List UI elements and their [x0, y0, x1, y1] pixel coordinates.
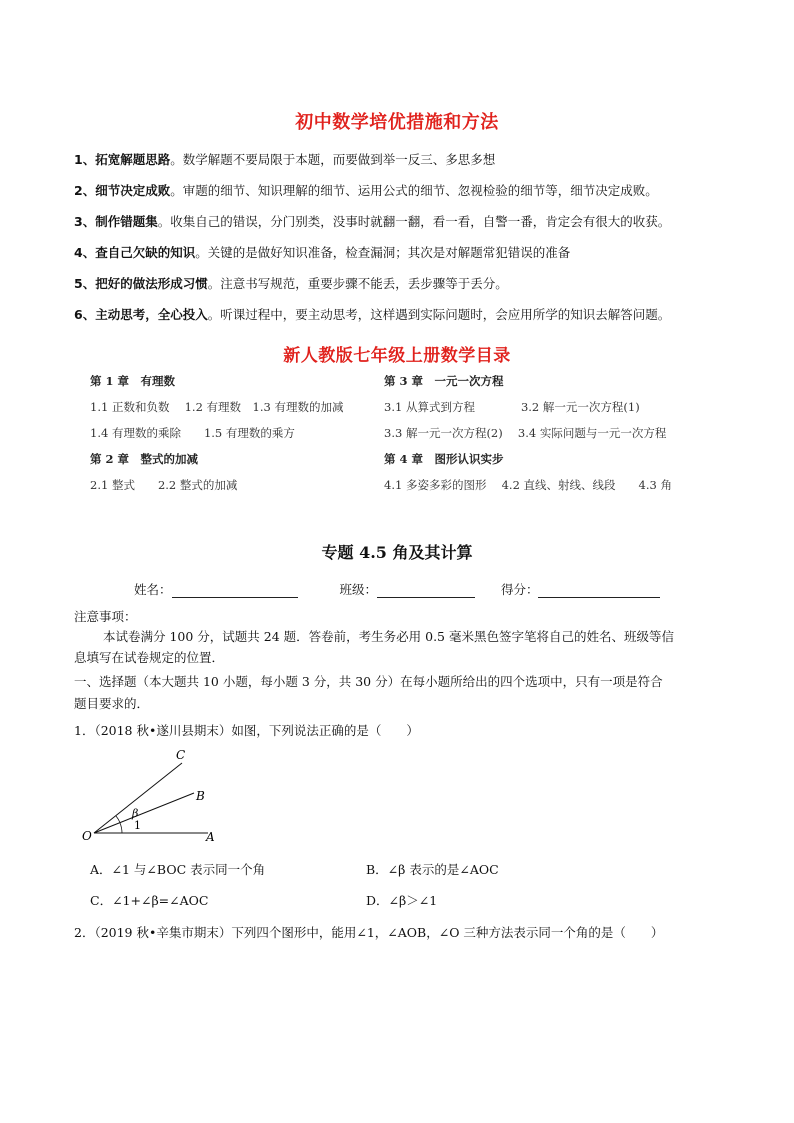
question-2: 2．（2019 秋•辛集市期末）下列四个图形中，能用∠1，∠AOB，∠O 三种方法表示同一个角的是（ ） [74, 925, 664, 940]
option-c[interactable]: C．∠1+∠β=∠AOC [90, 893, 209, 908]
score-field[interactable] [538, 583, 660, 598]
tip-item: 6、主动思考，全心投入。听课过程中，要主动思考，这样遇到实际问题时，会应用所学的知识去解答问题。 [74, 307, 671, 322]
notice-text: 息填写在试卷规定的位置． [74, 650, 225, 665]
class-field[interactable] [377, 583, 475, 598]
tip-item: 4、查自己欠缺的知识。关键的是做好知识准备，检查漏洞；其次是对解题常犯错误的准备 [74, 245, 571, 260]
arc-beta [116, 816, 120, 823]
page-title: 初中数学培优措施和方法 [295, 112, 499, 133]
toc-title: 新人教版七年级上册数学目录 [283, 346, 511, 366]
score-label: 得分： [500, 582, 539, 597]
toc-line: 3.3 解一元一次方程(2) 3.4 实际问题与一元一次方程 [384, 426, 667, 440]
exam-title: 专题 4.5 角及其计算 [321, 543, 473, 562]
label-b: B [196, 789, 205, 803]
question-1: 1．（2018 秋•遂川县期末）如图，下列说法正确的是（ ） [74, 723, 419, 738]
toc-chapter-1: 第 1 章 有理数 [90, 374, 176, 388]
notice-label: 注意事项： [74, 609, 137, 624]
tip-item: 5、把好的做法形成习惯。注意书写规范，重要步骤不能丢，丢步骤等于丢分。 [74, 276, 508, 291]
toc-line: 1.1 正数和负数 1.2 有理数 1.3 有理数的加减 [90, 400, 344, 414]
section-heading: 题目要求的． [74, 696, 150, 711]
toc-line: 2.1 整式 2.2 整式的加减 [90, 478, 238, 492]
angle-figure [80, 745, 230, 845]
notice-text: 本试卷满分 100 分，试题共 24 题．答卷前，考生务必用 0.5 毫米黑色签字笔将自己的姓名、班级等信 [103, 629, 674, 644]
option-a[interactable]: A．∠1 与∠BOC 表示同一个角 [90, 862, 266, 877]
name-field[interactable] [172, 583, 298, 598]
label-beta: β [132, 807, 139, 820]
toc-line: 4.1 多姿多彩的图形 4.2 直线、射线、线段 4.3 角 [384, 478, 672, 492]
label-c: C [176, 748, 186, 762]
tip-item: 3、制作错题集。收集自己的错误，分门别类，没事时就翻一翻，看一看，自警一番，肯定会有很大的收获。 [74, 214, 671, 229]
class-label: 班级： [339, 582, 377, 597]
toc-chapter-4: 第 4 章 图形认识实步 [384, 452, 504, 466]
option-d[interactable]: D．∠β＞∠1 [366, 893, 438, 908]
section-heading: 一、选择题（本大题共 10 小题，每小题 3 分，共 30 分）在每小题所给出的四个选项中，只有一项是符合 [74, 674, 663, 689]
ray-ob [94, 793, 194, 833]
toc-chapter-3: 第 3 章 一元一次方程 [384, 374, 504, 388]
tip-item: 2、细节决定成败。审题的细节、知识理解的细节、运用公式的细节、忽视检验的细节等，细节决定成败。 [74, 183, 658, 198]
option-b[interactable]: B．∠β 表示的是∠AOC [366, 862, 499, 877]
name-label: 姓名： [134, 582, 172, 597]
toc-line: 3.1 从算式到方程 3.2 解一元一次方程(1) [384, 400, 640, 414]
arc-1 [120, 823, 122, 833]
info-fields [134, 580, 660, 598]
toc-line: 1.4 有理数的乘除 1.5 有理数的乘方 [90, 426, 295, 440]
label-1: 1 [134, 819, 141, 832]
label-a: A [206, 830, 215, 844]
tip-item: 1、拓宽解题思路。数学解题不要局限于本题，而要做到举一反三、多思多想 [74, 152, 496, 167]
toc-chapter-2: 第 2 章 整式的加减 [90, 452, 199, 466]
label-o: O [82, 829, 92, 843]
